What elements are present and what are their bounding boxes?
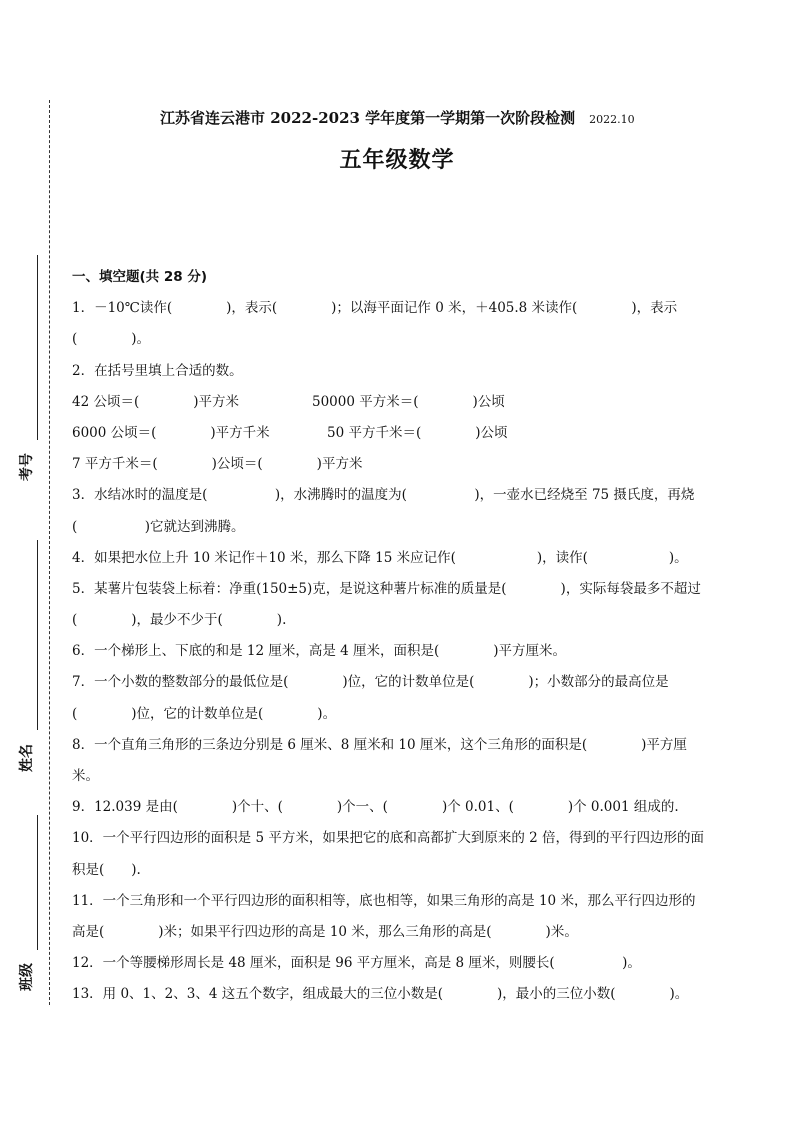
side-field-exam-number xyxy=(0,255,46,485)
question-text: 2．在括号里填上合适的数。 xyxy=(72,362,243,379)
exam-subtitle: 五年级数学 xyxy=(339,147,455,173)
question-text: 9．12.039 是由( )个十、( )个一、( )个 0.01、( )个 0.001 组成的. xyxy=(72,799,679,816)
question-text: 6000 公顷＝( )平方千米 xyxy=(72,424,270,441)
question-text: ( )。 xyxy=(72,331,151,348)
question-text: 1．－10℃读作( )，表示( )；以海平面记作 0 米，＋405.8 米读作( )，表示 xyxy=(72,300,678,317)
question-section xyxy=(72,262,722,1011)
question-line xyxy=(72,293,722,324)
question-line xyxy=(72,356,722,387)
question-text: ( )它就达到沸腾。 xyxy=(72,518,245,535)
question-line xyxy=(72,418,722,449)
question-text: 4．如果把水位上升 10 米记作＋10 米，那么下降 15 米应记作( )，读作( )。 xyxy=(72,549,688,566)
question-line xyxy=(72,699,722,730)
question-text: 7．一个小数的整数部分的最低位是( )位，它的计数单位是( )；小数部分的最高位是 xyxy=(72,674,669,691)
question-text: 7 平方千米＝( )公顷＝( )平方米 xyxy=(72,456,363,473)
question-line xyxy=(72,917,722,948)
binding-dashed-line xyxy=(49,100,50,1005)
question-line xyxy=(72,387,722,418)
question-line xyxy=(72,480,722,511)
question-line xyxy=(72,667,722,698)
question-text: 米。 xyxy=(72,768,99,784)
name-label: 姓名 xyxy=(19,744,35,772)
question-line xyxy=(72,730,722,761)
name-underline xyxy=(37,540,38,730)
question-text: 高是( )米；如果平行四边形的高是 10 米，那么三角形的高是( )米。 xyxy=(72,923,578,940)
question-text: 11．一个三角形和一个平行四边形的面积相等，底也相等，如果三角形的高是 10 米，那么平行四边形的 xyxy=(72,892,696,909)
question-text: 50000 平方米＝( )公顷 xyxy=(312,393,505,410)
question-line xyxy=(72,324,722,355)
class-label: 班级 xyxy=(19,963,35,991)
side-field-class xyxy=(0,815,46,995)
question-text: 12．一个等腰梯形周长是 48 厘米，面积是 96 平方厘米，高是 8 厘米，则腰长( )。 xyxy=(72,955,641,972)
question-text: 10．一个平行四边形的面积是 5 平方米，如果把它的底和高都扩大到原来的 2 倍，得到的平行四边形的面 xyxy=(72,830,705,847)
question-text: 8．一个直角三角形的三条边分别是 6 厘米、8 厘米和 10 厘米，这个三角形的面积是( )平方厘 xyxy=(72,736,687,753)
question-line xyxy=(72,512,722,543)
question-text: ( )，最少不少于( ). xyxy=(72,612,287,629)
question-line xyxy=(72,823,722,854)
question-text: 积是( ). xyxy=(72,861,141,878)
question-line xyxy=(72,855,722,886)
question-text: 6．一个梯形上、下底的和是 12 厘米，高是 4 厘米，面积是( )平方厘米。 xyxy=(72,643,567,660)
question-text: 50 平方千米＝( )公顷 xyxy=(327,424,508,441)
question-lines xyxy=(72,293,722,1010)
question-text: 13．用 0、1、2、3、4 这五个数字，组成最大的三位小数是( )，最小的三位小数( )。 xyxy=(72,986,689,1003)
exam-date: 2022.10 xyxy=(589,113,635,126)
section-heading: 一、填空题(共 28 分) xyxy=(72,269,208,285)
question-text: 42 公顷＝( )平方米 xyxy=(72,393,240,410)
question-line xyxy=(72,886,722,917)
question-line xyxy=(72,761,722,792)
question-line xyxy=(72,605,722,636)
question-text: 3．水结冰时的温度是( )，水沸腾时的温度为( )，一壶水已经烧至 75 摄氏度，再烧 xyxy=(72,487,695,504)
question-text: 5．某薯片包装袋上标着：净重(150±5)克，是说这种薯片标准的质量是( )，实际每袋最多不超过 xyxy=(72,580,701,597)
question-line xyxy=(72,543,722,574)
question-line xyxy=(72,979,722,1010)
side-field-name xyxy=(0,540,46,780)
question-line xyxy=(72,636,722,667)
exam-number-underline xyxy=(37,255,38,440)
question-line xyxy=(72,449,722,480)
question-line xyxy=(72,792,722,823)
question-line xyxy=(72,948,722,979)
exam-title xyxy=(160,107,680,128)
question-line xyxy=(72,574,722,605)
exam-title-text: 江苏省连云港市 2022-2023 学年度第一学期第一次阶段检测 xyxy=(160,109,576,127)
question-text: ( )位，它的计数单位是( )。 xyxy=(72,705,337,722)
exam-number-label: 考号 xyxy=(19,453,35,481)
class-underline xyxy=(37,815,38,950)
